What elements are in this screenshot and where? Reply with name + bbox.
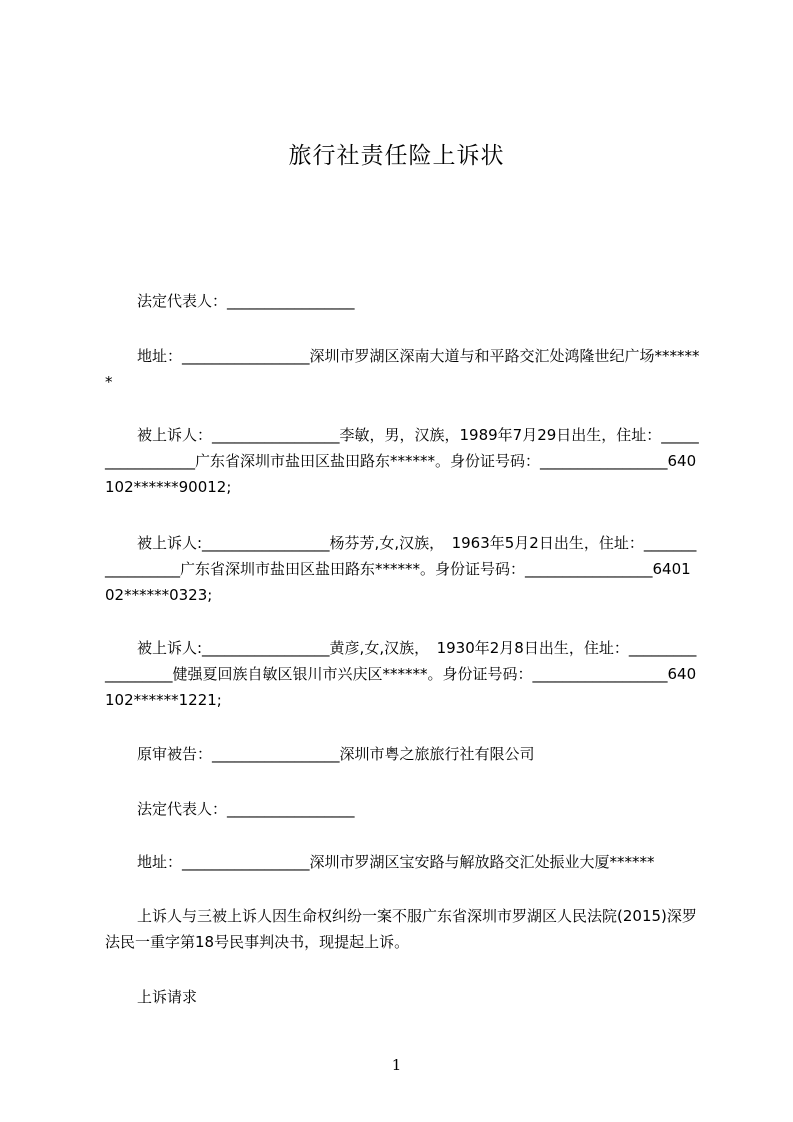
appellee-1-paragraph: 被上诉人：_________________李敏，男，汉族，1989年7月29日出生，住址：_________________广东省深圳市盐田区盐田路东******。身份证号码：_________________640102******90012; xyxy=(105,426,699,496)
address-line: 地址：_________________深圳市罗湖区深南大道与和平路交汇处鸿隆世纪广场******* xyxy=(105,347,700,391)
appellee-2-paragraph: 被上诉人:_________________杨芬芳,女,汉族， 1963年5月2日出生，住址：_________________广东省深圳市盐田区盐田路东******。身份证号码：_________________640102******0323; xyxy=(105,534,697,604)
appellee-3-paragraph: 被上诉人:_________________黄彦,女,汉族， 1930年2月8日出生，住址：__________________健强夏回族自敏区银川市兴庆区******。身份证号码：__________________640102******1221; xyxy=(105,639,697,709)
original-defendant-line: 原审被告：_________________深圳市粤之旅旅行社有限公司 xyxy=(137,745,535,763)
appeal-statement-paragraph: 上诉人与三被上诉人因生命权纠纷一案不服广东省深圳市罗湖区人民法院(2015)深罗法民一重字第18号民事判决书，现提起上诉。 xyxy=(105,907,697,951)
page-number: 1 xyxy=(391,1056,402,1074)
address-line-2: 地址：_________________深圳市罗湖区宝安路与解放路交汇处振业大厦****** xyxy=(137,853,655,871)
document-title: 旅行社责任险上诉状 xyxy=(288,143,505,169)
appeal-requests-heading: 上诉请求 xyxy=(137,988,198,1006)
legal-representative-line: 法定代表人：_________________ xyxy=(137,292,355,310)
legal-representative-line-2: 法定代表人：_________________ xyxy=(137,800,355,818)
